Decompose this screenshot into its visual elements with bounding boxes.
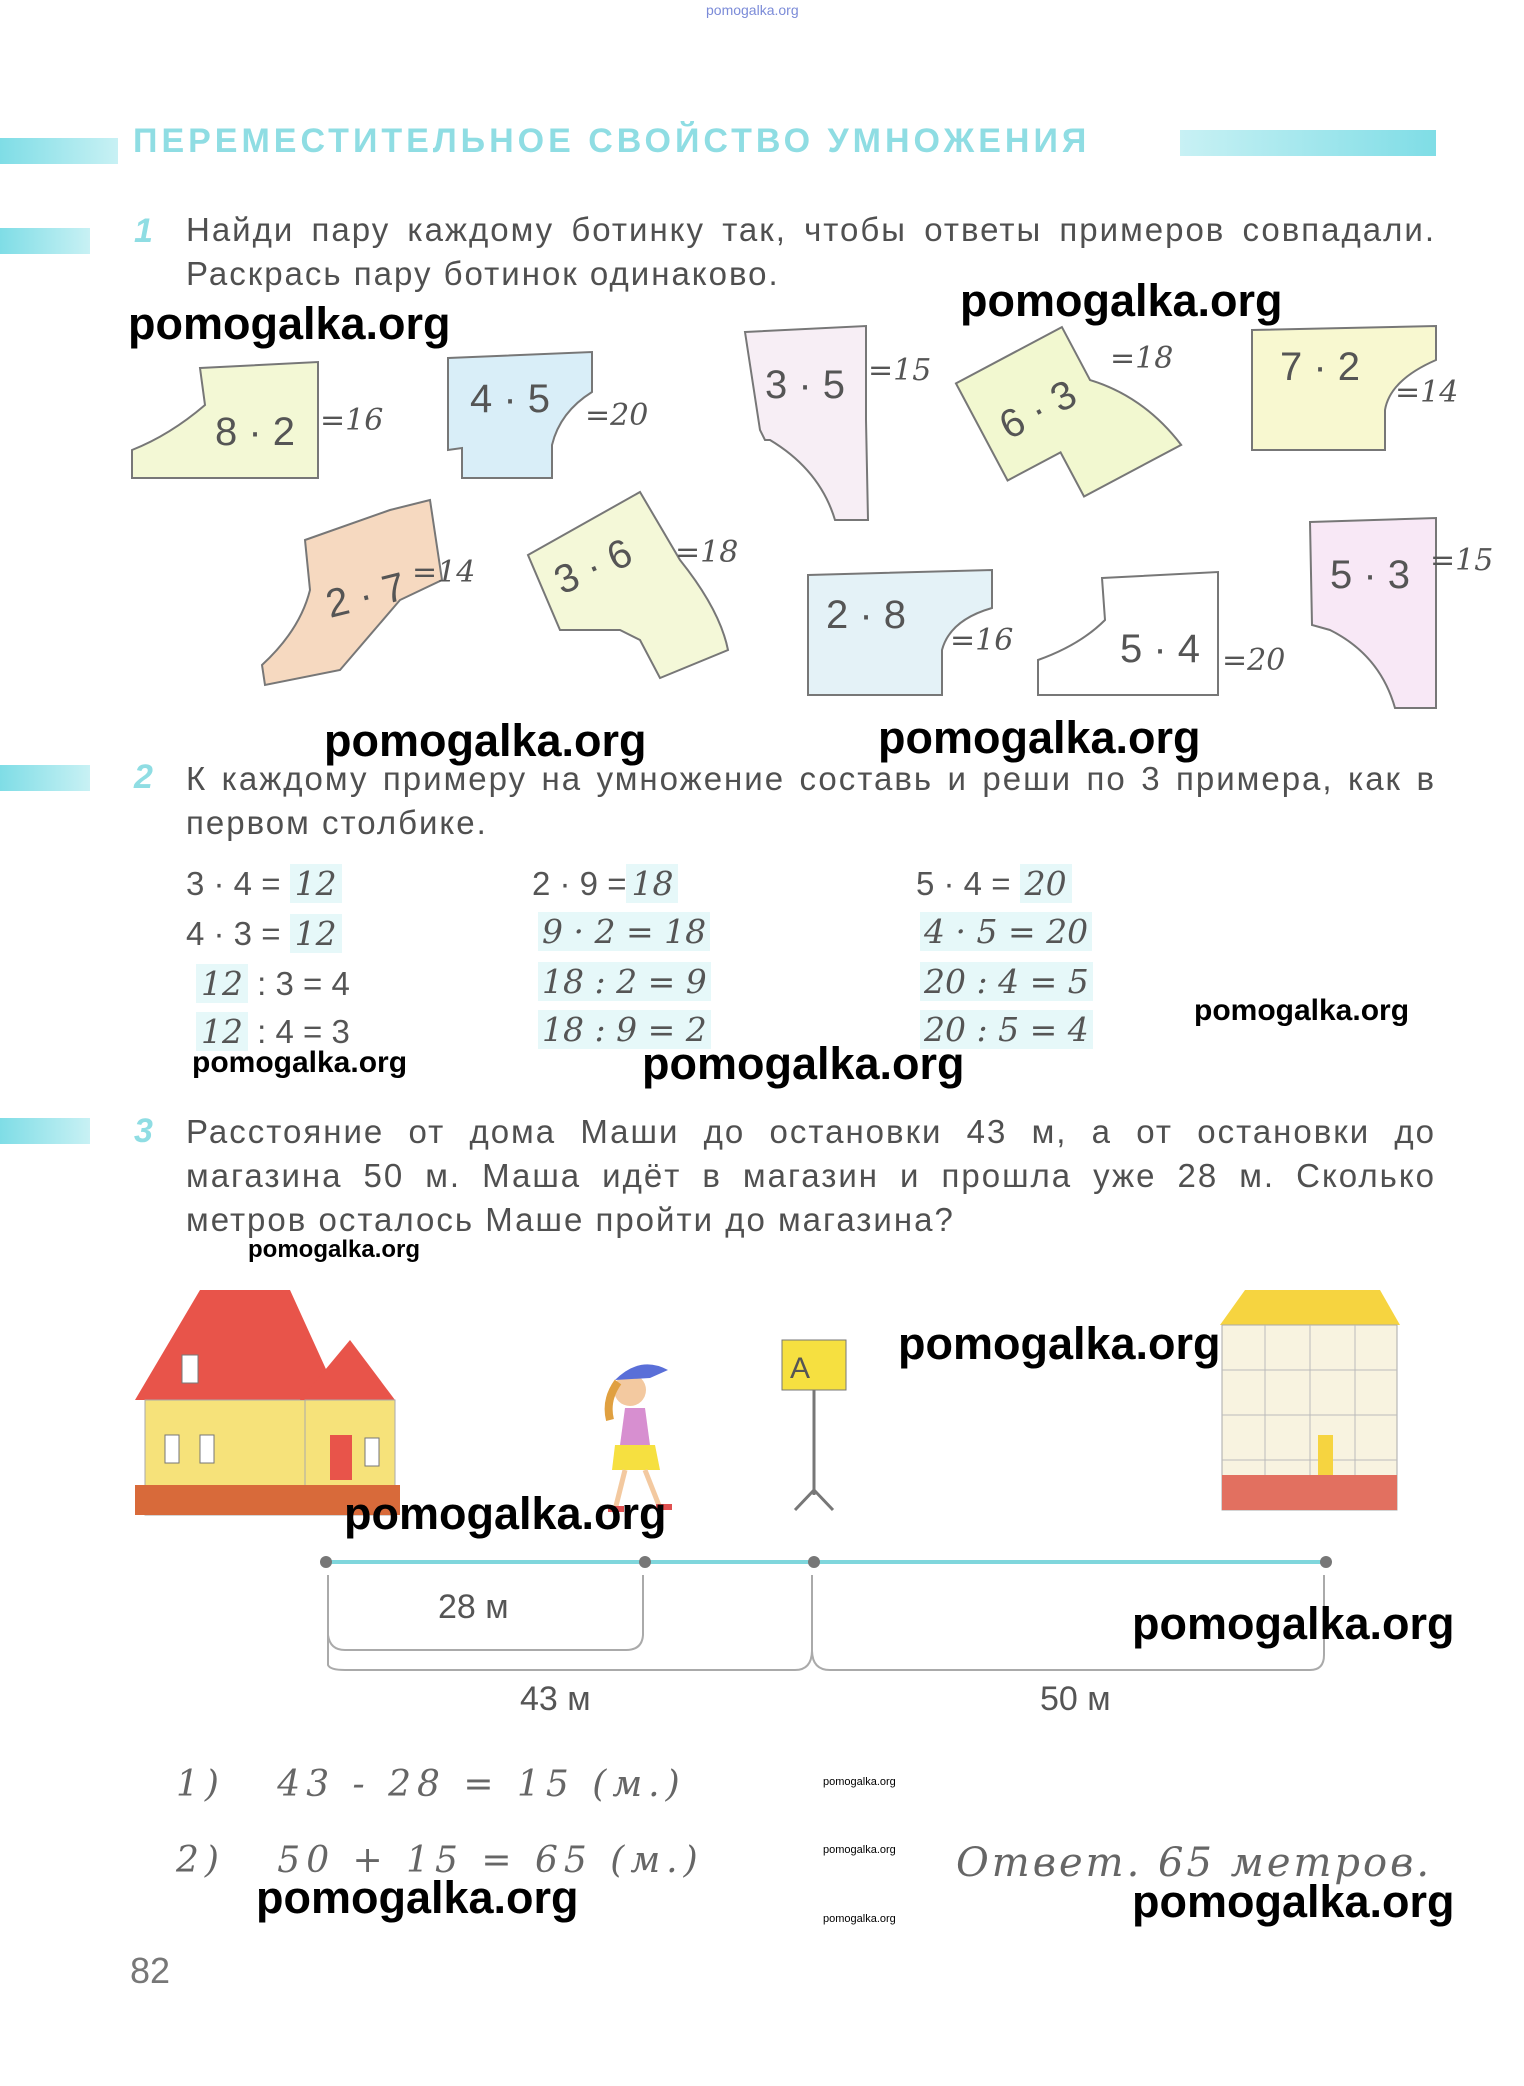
shop-illustration (1220, 1290, 1400, 1510)
girl-point (639, 1556, 651, 1568)
shoe-6x3[interactable] (956, 304, 1181, 525)
shoe-answer: =15 (868, 353, 932, 388)
shoe-expression: 5 · 3 (1330, 553, 1411, 597)
watermark[interactable]: pomogalka.org (1132, 1598, 1455, 1649)
stop-sign-letter: А (790, 1352, 811, 1385)
task2-number: 2 (134, 758, 153, 796)
watermark[interactable]: pomogalka.org (823, 1844, 896, 1856)
shoe-expression: 3 · 6 (547, 530, 639, 604)
shoe-answer: =15 (1430, 543, 1494, 578)
watermark[interactable]: pomogalka.org (324, 715, 647, 766)
top-watermark[interactable]: pomogalka.org (706, 2, 799, 18)
shoe-answer: =16 (950, 623, 1014, 658)
task1-text: Найди пару каждому ботинку так, чтобы ответы примеров совпадали. Раскрась пару ботинок одинаково. (186, 211, 1436, 292)
task3-number: 3 (134, 1112, 153, 1150)
shoe-5x3[interactable] (1310, 518, 1493, 708)
answer-box[interactable]: 20 : 5 = 4 (920, 1010, 1093, 1049)
house-illustration (135, 1290, 400, 1515)
title-stripe-left (0, 138, 118, 164)
bus-stop-illustration (782, 1340, 846, 1510)
answer-box[interactable]: 12 (290, 914, 342, 953)
shoe-answer: =14 (412, 555, 476, 590)
shoe-answer: =20 (1222, 643, 1286, 678)
shoe-8x2[interactable] (132, 362, 383, 478)
task3-stripe (0, 1118, 90, 1144)
answer-box[interactable]: 9 · 2 = 18 (538, 912, 710, 951)
watermark[interactable]: pomogalka.org (344, 1488, 667, 1539)
house-point (320, 1556, 332, 1568)
c3-row2 (920, 912, 1092, 951)
c3-row1: 5 · 4 = 20 (916, 864, 1072, 903)
page-number: 82 (130, 1950, 171, 1991)
answer-text: Ответ. 65 метров. (956, 1840, 1433, 1886)
answer-box[interactable]: 18 (626, 864, 678, 903)
watermark[interactable]: pomogalka.org (642, 1038, 965, 1089)
shoe-expression: 8 · 2 (215, 410, 296, 454)
task2-stripe (0, 765, 90, 791)
shoe-answer: =18 (675, 535, 739, 570)
watermark[interactable]: pomogalka.org (960, 275, 1283, 326)
shoe-expression: 3 · 5 (765, 363, 846, 407)
shoe-expression: 6 · 3 (992, 371, 1084, 449)
shoe-answer: =18 (1110, 341, 1174, 376)
answer-box[interactable]: 20 : 4 = 5 (920, 962, 1093, 1001)
task2-text: К каждому примеру на умножение составь и реши по 3 примера, как в первом столбике. (186, 760, 1436, 841)
c1-row1: 3 · 4 = 12 (186, 864, 342, 903)
c1-row4: 12 : 4 = 3 (196, 1012, 350, 1051)
answer-box[interactable]: 12 (290, 864, 342, 903)
c2-row1: 2 · 9 = 18 (532, 864, 678, 903)
shoe-2x7[interactable] (262, 500, 475, 685)
stop-point (808, 1556, 820, 1568)
task3-text: Расстояние от дома Маши до остановки 43 м, а от остановки до магазина 50 м. Маша идёт в магазин и прошла уже 28 м. Сколько метров осталось Маше пройти до магазина? (186, 1113, 1436, 1238)
watermark[interactable]: pomogalka.org (192, 1046, 408, 1079)
c3-row3 (920, 962, 1093, 1001)
watermark[interactable]: pomogalka.org (248, 1236, 421, 1263)
shoe-expression: 4 · 5 (470, 377, 551, 421)
solution-step-1: 1) 43 - 28 = 15 (м.) (176, 1764, 686, 1805)
shoe-3x5[interactable] (745, 326, 931, 520)
page-title: ПЕРЕМЕСТИТЕЛЬНОЕ СВОЙСТВО УМНОЖЕНИЯ (133, 122, 1091, 160)
shoe-4x5[interactable] (448, 352, 648, 478)
solution-step-2: 2) 50 + 15 = 65 (м.) (176, 1840, 704, 1881)
shoe-7x2[interactable] (1252, 326, 1458, 450)
shoe-3x6[interactable] (528, 492, 738, 678)
shoe-expression: 2 · 7 (321, 564, 410, 627)
c2-row2 (538, 912, 710, 951)
to-shop-distance-label: 50 м (1040, 1680, 1111, 1718)
title-stripe-right (1180, 130, 1436, 156)
shoe-expression: 7 · 2 (1280, 345, 1361, 389)
shoe-answer: =16 (320, 403, 384, 438)
watermark[interactable]: pomogalka.org (898, 1318, 1221, 1369)
to-stop-bracket (328, 1575, 812, 1670)
walked-distance-label: 28 м (438, 1588, 509, 1626)
watermark[interactable]: pomogalka.org (1132, 1876, 1455, 1927)
shoe-answer: =20 (585, 398, 649, 433)
answer-box[interactable]: 12 (196, 1012, 248, 1051)
shoe-5x4[interactable] (1038, 572, 1285, 695)
watermark[interactable]: pomogalka.org (256, 1872, 579, 1923)
shoe-2x8[interactable] (808, 570, 1013, 695)
shoe-answer: =14 (1395, 375, 1459, 410)
answer-box[interactable]: 20 (1020, 864, 1072, 903)
shoe-expression: 2 · 8 (826, 593, 907, 637)
shoes-illustration (0, 300, 1524, 720)
c1-row2: 4 · 3 = 12 (186, 914, 342, 953)
task1-stripe (0, 228, 90, 254)
street-illustration (0, 1270, 1524, 1520)
watermark[interactable]: pomogalka.org (878, 712, 1201, 763)
answer-box[interactable]: 18 : 9 = 2 (538, 1010, 711, 1049)
answer-box[interactable]: 18 : 2 = 9 (538, 962, 711, 1001)
c1-row3: 12 : 3 = 4 (196, 964, 350, 1003)
answer-box[interactable]: 4 · 5 = 20 (920, 912, 1092, 951)
to-stop-distance-label: 43 м (520, 1680, 591, 1718)
c2-row3 (538, 962, 711, 1001)
shop-point (1320, 1556, 1332, 1568)
answer-box[interactable]: 12 (196, 964, 248, 1003)
watermark[interactable]: pomogalka.org (128, 298, 451, 349)
watermark[interactable]: pomogalka.org (823, 1913, 896, 1925)
shoe-expression: 5 · 4 (1120, 627, 1201, 671)
task1-number: 1 (134, 212, 153, 250)
watermark[interactable]: pomogalka.org (1194, 994, 1410, 1027)
watermark[interactable]: pomogalka.org (823, 1776, 896, 1788)
